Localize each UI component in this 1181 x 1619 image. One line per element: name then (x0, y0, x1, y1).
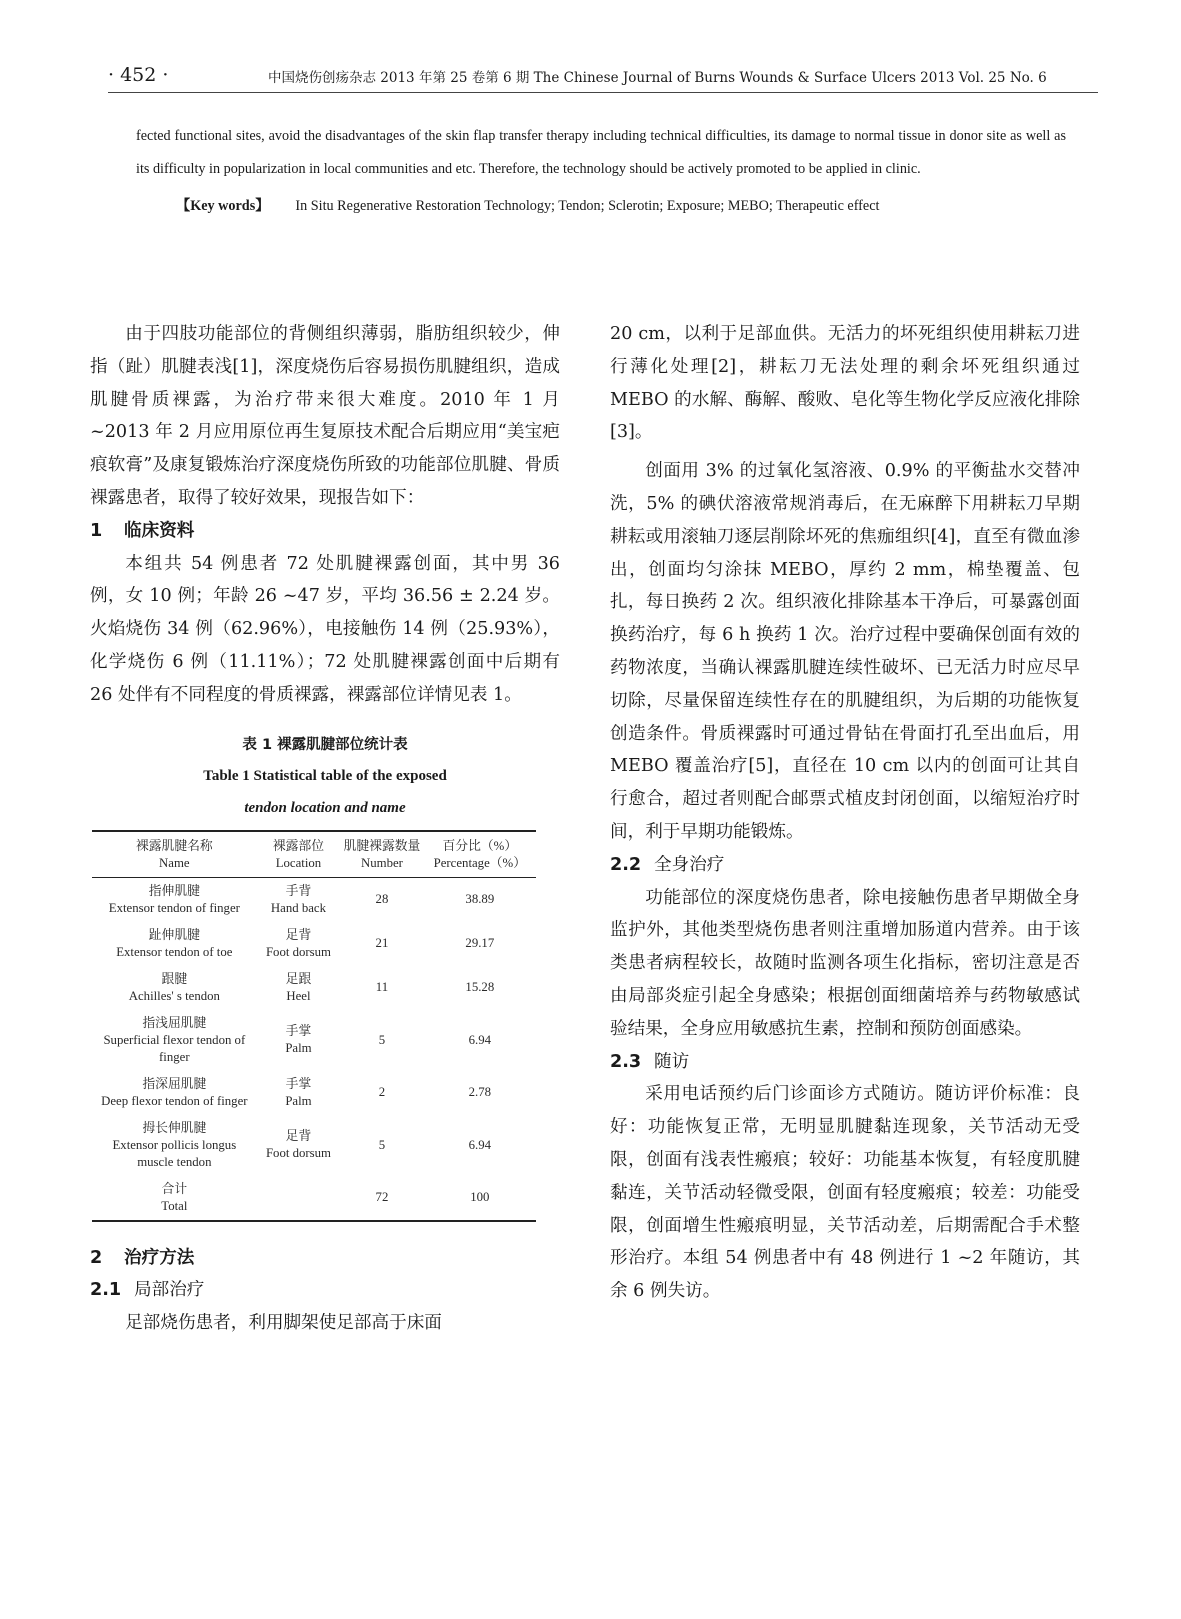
header-location: 裸露部位 Location (272, 838, 325, 870)
subsection-2-2-title: 全身治疗 (654, 854, 725, 875)
cell-name: 跟腱 Achilles' s tendon (128, 971, 220, 1003)
subsection-2-1-title: 局部治疗 (134, 1280, 205, 1301)
table-row (92, 922, 536, 966)
header-percentage: 百分比（%） Percentage（%） (433, 838, 527, 870)
cell-name: 趾伸肌腱 Extensor tendon of toe (116, 927, 233, 959)
cell-percent: 29.17 (465, 936, 495, 951)
cell-location: 手背 Hand back (270, 883, 326, 915)
cell-percent: 100 (470, 1190, 490, 1205)
subsection-2-2-number: 2.2 (610, 854, 642, 875)
cell-percent: 6.94 (468, 1032, 492, 1047)
cell-location: 手掌 Palm (285, 1024, 312, 1056)
page-number: · 452 · (108, 64, 169, 86)
section-2-title: 治疗方法 (124, 1247, 195, 1268)
section-1-number: 1 (90, 520, 103, 541)
cell-number: 72 (375, 1190, 389, 1205)
cell-number: 2 (378, 1085, 386, 1100)
subsection-2-1-number: 2.1 (90, 1280, 122, 1301)
intro-paragraph: 由于四肢功能部位的背侧组织薄弱，脂肪组织较少，伸指（趾）肌腱表浅[1]，深度烧伤后容易损伤肌腱组织，造成肌腱骨质裸露，为治疗带来很大难度。2010 年 1 月 ~2013 年 2 月应用原位再生复原技术配合后期应用“美宝疤痕软膏”及康复锻炼治疗深度烧伤所致的功能部位肌腱、骨质裸露患者，取得了较好效果，现报告如下： (90, 324, 560, 508)
cell-number: 21 (375, 936, 389, 951)
cell-name: 指深屈肌腱 Deep flexor tendon of finger (101, 1076, 248, 1108)
subsection-2-1-paragraph: 足部烧伤患者，利用脚架使足部高于床面 (125, 1313, 442, 1334)
cell-number: 28 (375, 892, 389, 907)
table-caption-zh: 表 1 裸露肌腱部位统计表 (242, 736, 408, 753)
cell-percent: 38.89 (465, 892, 495, 907)
paragraph-continued: 20 cm，以利于足部血供。无活力的坏死组织使用耕耘刀进行薄化处理[2]，耕耘刀无法处理的剩余坏死组织通过 MEBO 的水解、酶解、酸败、皂化等生物化学反应液化排除[3]。 (610, 324, 1080, 443)
cell-percent: 2.78 (468, 1085, 492, 1100)
table-row (92, 1071, 536, 1115)
header-name: 裸露肌腱名称 Name (135, 838, 213, 870)
table-row (92, 1010, 536, 1071)
subsection-2-1-heading (90, 1274, 560, 1307)
running-head: 中国烧伤创疡杂志 2013 年第 25 卷第 6 期 The Chinese Journal of Burns Wounds & Surface Ulcers 2013 Vol. 25 No. 6 (268, 70, 1047, 86)
paragraph-systemic: 功能部位的深度烧伤患者，除电接触伤患者早期做全身监护外，其他类型烧伤患者则注重增加肠道内营养。由于该类患者病程较长，故随时监测各项生化指标，密切注意是否由局部炎症引起全身感染；根据创面细菌培养与药物敏感试验结果，全身应用敏感抗生素，控制和预防创面感染。 (610, 887, 1080, 1039)
table-caption-en: Table 1 Statistical table of the exposed (203, 767, 447, 784)
cell-location: 足背 Foot dorsum (265, 927, 331, 959)
paragraph-wound-care: 创面用 3% 的过氧化氢溶液、0.9% 的平衡盐水交替冲洗，5% 的碘伏溶液常规消毒后，在无麻醉下用耕耘刀早期耕耘或用滚轴刀逐层削除坏死的焦痂组织[4]，直至有微血渗出，创面均匀涂抹 MEBO，厚约 2 mm，棉垫覆盖、包扎，每日换药 2 次。组织液化排除基本干净后，可暴露创面换药治疗，每 6 h 换药 1 次。治疗过程中要确保创面有效的药物浓度，当确认裸露肌腱连续性破坏、已无活力时应尽早切除，尽量保留连续性存在的肌腱组织，为后期的功能恢复创造条件。骨质裸露时可通过骨钻在骨面打孔至出血后，用 MEBO 覆盖治疗[5]，直径在 10 cm 以内的创面可让其自行愈合，超过者则配合邮票式植皮封闭创面，以缩短治疗时间，利于早期功能锻炼。 (610, 461, 1080, 842)
keywords-text: In Situ Regenerative Restoration Technology; Tendon; Sclerotin; Exposure; MEBO; Therapeutic effect (295, 198, 880, 214)
subsection-2-2-heading (610, 849, 1080, 882)
subsection-2-3-number: 2.3 (610, 1051, 642, 1072)
section-2-heading (90, 1242, 560, 1275)
cell-name: 合计 Total (161, 1181, 188, 1213)
cell-location: 手掌 Palm (285, 1076, 312, 1108)
cell-location: 足跟 Heel (285, 971, 312, 1003)
cell-name: 指浅屈肌腱 Superficial flexor tendon of finger (103, 1015, 246, 1064)
right-column (610, 318, 1080, 1308)
cell-percent: 15.28 (465, 980, 495, 995)
cell-number: 11 (375, 980, 389, 995)
paragraph-followup: 采用电话预约后门诊面诊方式随访。随访评价标准：良好：功能恢复正常，无明显肌腱黏连现象，关节活动无受限，创面有浅表性瘢痕；较好：功能基本恢复，有轻度肌腱黏连，关节活动轻微受限，创面有轻度瘢痕；较差：功能受限，创面增生性瘢痕明显，关节活动差，后期需配合手术整形治疗。本组 54 例患者中有 48 例进行 1 ~2 年随访，其余 6 例失访。 (610, 1084, 1080, 1302)
cell-location: 足背 Foot dorsum (265, 1129, 331, 1161)
cell-location (257, 1176, 341, 1221)
section-1-heading (90, 515, 560, 548)
cell-name: 拇长伸肌腱 Extensor pollicis longus muscle tendon (112, 1120, 237, 1169)
section-1-title: 临床资料 (124, 520, 195, 541)
english-abstract (136, 120, 1066, 223)
subsection-2-3-title: 随访 (654, 1051, 690, 1072)
abstract-text: fected functional sites, avoid the disadvantages of the skin flap transfer therapy including technical difficulties, its damage to normal tissue in donor site as well as its difficulty in popularization in local communities and etc. Therefore, the technology should be actively promoted to be applied in clinic. (136, 128, 1066, 177)
header-rule (108, 92, 1098, 93)
section-2-number: 2 (90, 1247, 103, 1268)
cell-percent: 6.94 (468, 1137, 492, 1152)
cell-number: 5 (378, 1032, 386, 1047)
table-total-row (92, 1176, 536, 1221)
table-row (92, 1115, 536, 1176)
table-row (92, 877, 536, 922)
keywords-row (136, 190, 1066, 223)
left-column (90, 318, 560, 1340)
cell-name: 指伸肌腱 Extensor tendon of finger (108, 883, 240, 915)
cell-number: 5 (378, 1137, 386, 1152)
keywords-label: 【Key words】 (176, 198, 270, 214)
tendon-location-table (92, 830, 536, 1222)
table-caption-en-line2: tendon location and name (244, 799, 406, 816)
subsection-2-3-heading (610, 1046, 1080, 1079)
table-header-row (92, 831, 536, 878)
header-number: 肌腱裸露数量 Number (343, 838, 421, 870)
table-row (92, 966, 536, 1010)
section-1-paragraph: 本组共 54 例患者 72 处肌腱裸露创面，其中男 36 例，女 10 例；年龄 26 ~47 岁，平均 36.56 ± 2.24 岁。火焰烧伤 34 例（62.96%），电接触伤 14 例（25.93%），化学烧伤 6 例（11.11%）；72 处肌腱裸露创面中后期有 26 处伴有不同程度的骨质裸露，裸露部位详情见表 1。 (90, 553, 560, 705)
